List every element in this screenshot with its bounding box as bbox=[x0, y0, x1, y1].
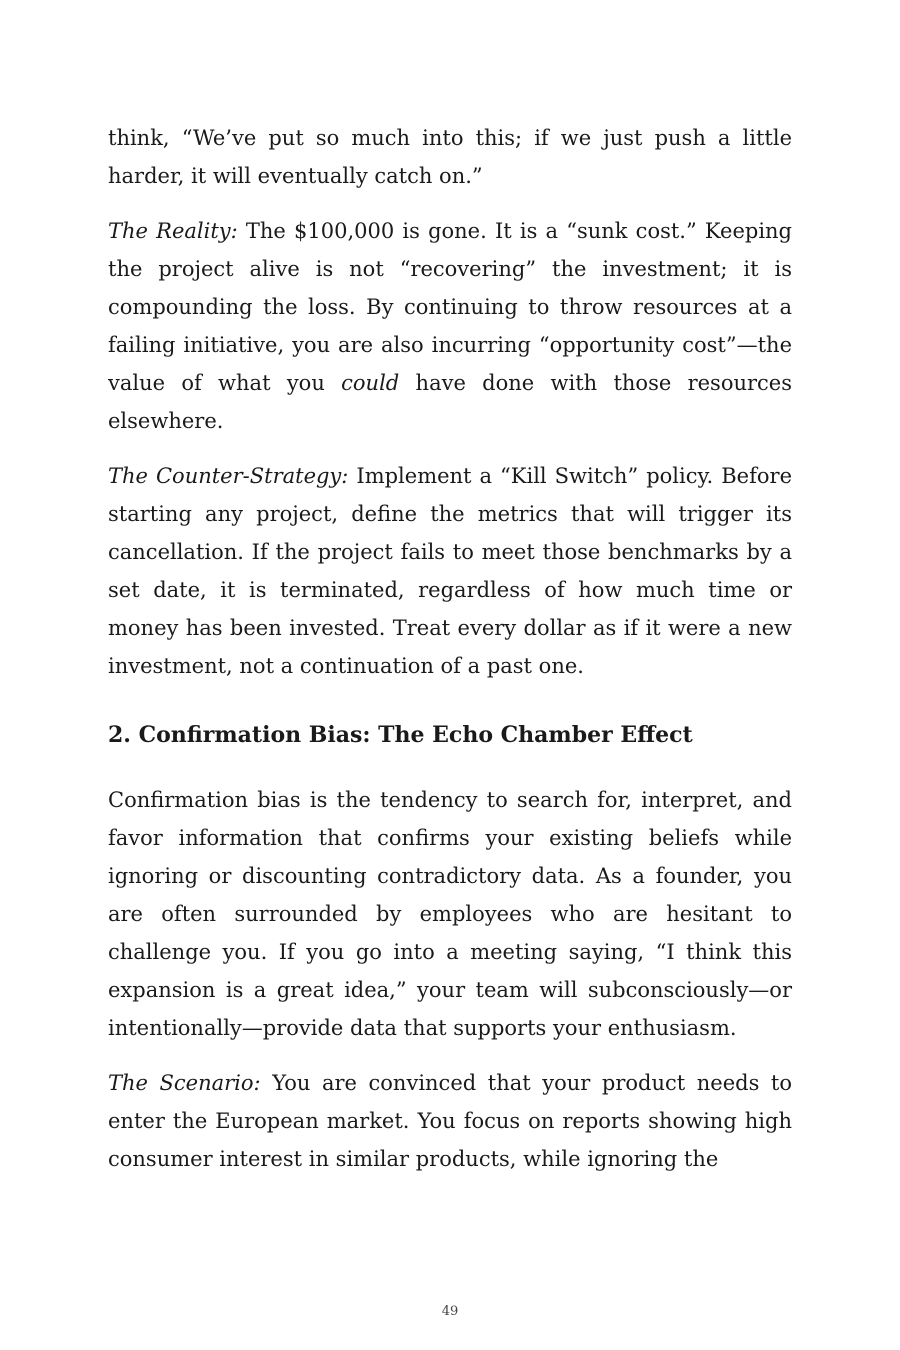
section-heading-confirmation-bias: 2. Confirmation Bias: The Echo Chamber Effect bbox=[108, 722, 693, 748]
paragraph-text-b: have done with those resources elsewhere. bbox=[108, 371, 792, 433]
paragraph-the-scenario bbox=[108, 1064, 792, 1178]
paragraph-text-a: The $100,000 is gone. It is a “sunk cost.” Keeping the project alive is not “recovering” the investment; it is compounding the loss. By continuing to throw resources at a failing initiative, you are also incurring “opportunity cost”—the value of what you bbox=[108, 219, 792, 395]
emphasis-could: could bbox=[341, 371, 400, 395]
lead-the-scenario: The Scenario: bbox=[108, 1071, 261, 1095]
lead-counter-strategy: The Counter-Strategy: bbox=[108, 464, 349, 488]
paragraph-text: Confirmation bias is the tendency to search for, interpret, and favor information that confirms your existing beliefs while ignoring or discounting contradictory data. As a founder, you are often surrounded by employees who are hesitant to challenge you. If you go into a meeting saying, “I think this expansion is a great idea,” your team will subconsciously—or intentionally—provide data that supports your enthusiasm. bbox=[108, 788, 792, 1040]
lead-the-reality: The Reality: bbox=[108, 219, 238, 243]
paragraph-text: You are convinced that your product needs to enter the European market. You focus on reports showing high consumer interest in similar products, while ignoring the bbox=[108, 1071, 792, 1171]
paragraph-confirmation-bias-definition bbox=[108, 781, 792, 1047]
paragraph-sunk-cost-quote bbox=[108, 119, 792, 195]
page-number: 49 bbox=[441, 1304, 459, 1319]
paragraph-text: think, “We’ve put so much into this; if we just push a little harder, it will eventually catch on.” bbox=[108, 126, 792, 188]
paragraph-the-reality bbox=[108, 212, 792, 440]
paragraph-counter-strategy bbox=[108, 457, 792, 685]
paragraph-text: Implement a “Kill Switch” policy. Before starting any project, define the metrics that will trigger its cancellation. If the project fails to meet those benchmarks by a set date, it is terminated, regardless of how much time or money has been invested. Treat every dollar as if it were a new investment, not a continuation of a past one. bbox=[108, 464, 792, 678]
page-content bbox=[108, 119, 792, 1195]
